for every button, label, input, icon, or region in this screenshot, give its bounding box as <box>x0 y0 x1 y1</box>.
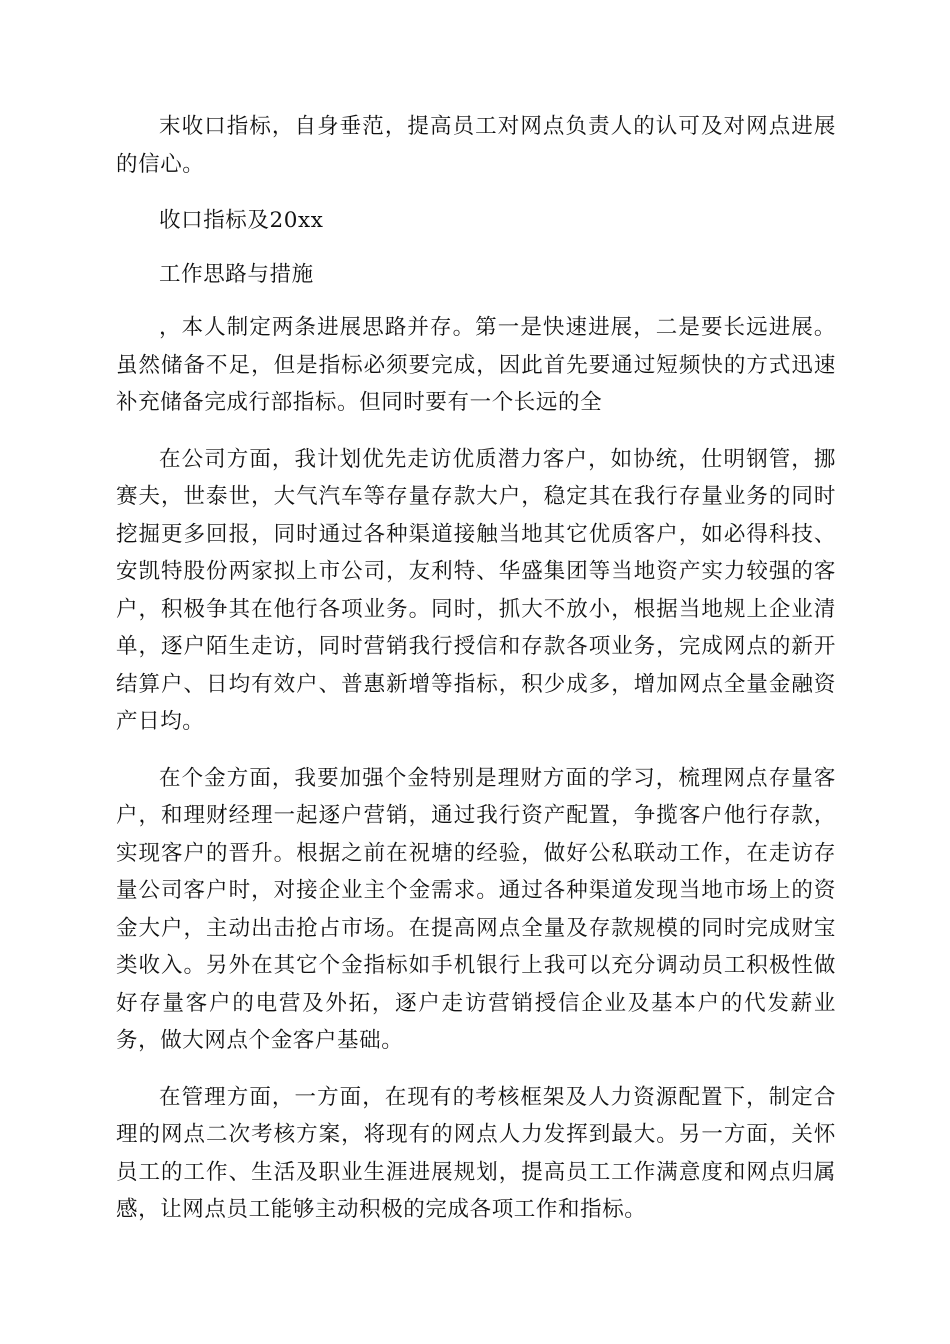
paragraph-development-ideas: ，本人制定两条进展思路并存。第一是快速进展，二是要长远进展。虽然储备不足，但是指标必须要完成，因此首先要通过短频快的方式迅速补充储备完成行部指标。但同时要有一个长远的全 <box>116 315 836 415</box>
paragraph-heading-work-ideas: 工作思路与措施 <box>159 261 314 287</box>
paragraph-personal-finance: 在个金方面，我要加强个金特别是理财方面的学习，梳理网点存量客户，和理财经理一起逐户营销，通过我行资产配置，争揽客户他行存款，实现客户的晋升。根据之前在祝塘的经验，做好公私联动工作，在走访存量公司客户时，对接企业主个金需求。通过各种渠道发现当地市场上的资金大户，主动出击抢占市场。在提高网点全量及存款规模的同时完成财宝类收入。另外在其它个金指标如手机银行上我可以充分调动员工积极性做好存量客户的电营及外拓，逐户走访营销授信企业及基本户的代发薪业务，做大网点个金客户基础。 <box>116 765 836 1053</box>
paragraph-management: 在管理方面，一方面，在现有的考核框架及人力资源配置下，制定合理的网点二次考核方案，将现有的网点人力发挥到最大。另一方面，关怀员工的工作、生活及职业生涯进展规划，提高员工工作满意度和网点归属感，让网点员工能够主动积极的完成各项工作和指标。 <box>116 1084 836 1222</box>
paragraph-corporate: 在公司方面，我计划优先走访优质潜力客户，如协统，仕明钢管，挪赛夫，世泰世，大气汽车等存量存款大户，稳定其在我行存量业务的同时挖掘更多回报，同时通过各种渠道接触当地其它优质客户，如必得科技、安凯特股份两家拟上市公司，友利特、华盛集团等当地资产实力较强的客户，积极争其在他行各项业务。同时，抓大不放小，根据当地规上企业清单，逐户陌生走访，同时营销我行授信和存款各项业务，完成网点的新开结算户、日均有效户、普惠新增等指标，积少成多，增加网点全量金融资产日均。 <box>116 446 836 734</box>
paragraph-closing-indicators: 末收口指标，自身垂范，提高员工对网点负责人的认可及对网点进展的信心。 <box>116 114 836 177</box>
paragraph-heading-indicators: 收口指标及20xx <box>159 208 324 233</box>
document-body <box>116 108 836 1229</box>
